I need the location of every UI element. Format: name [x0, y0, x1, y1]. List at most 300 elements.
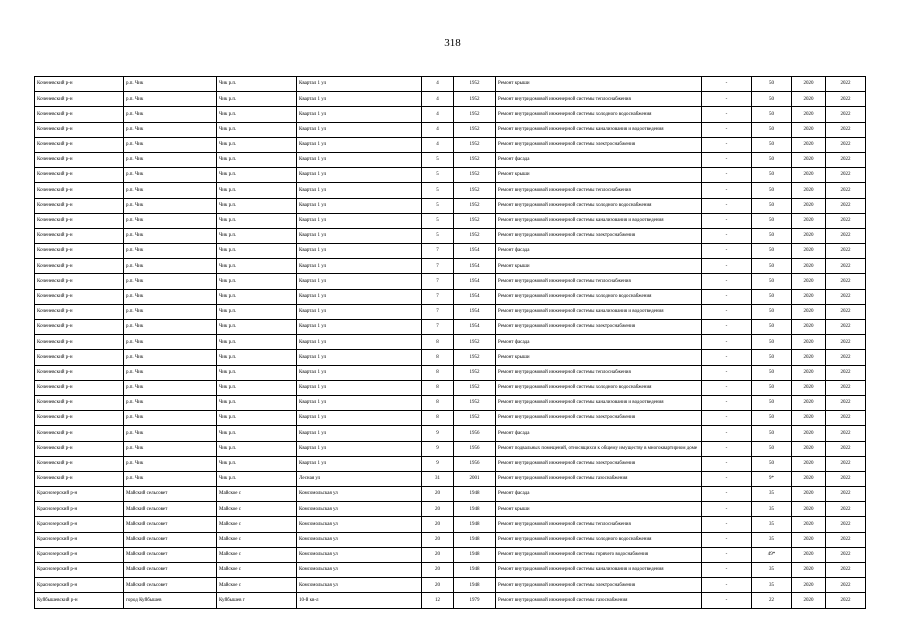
street-cell: Комсомольская ул [297, 487, 422, 502]
service-years-cell: 50 [752, 411, 792, 426]
locality-cell: Чик р.п. [217, 122, 297, 137]
service-years-cell: 50 [752, 289, 792, 304]
dash-cell: - [702, 228, 752, 243]
table-row [35, 365, 866, 380]
street-cell: Квартал 1 ул [297, 137, 422, 152]
end-year-cell: 2022 [826, 547, 866, 562]
locality-cell: Чик р.п. [217, 441, 297, 456]
dash-cell: - [702, 92, 752, 107]
end-year-cell: 2022 [826, 92, 866, 107]
start-year-cell: 2020 [792, 395, 826, 410]
work-type-cell: Ремонт крыши [496, 350, 702, 365]
dash-cell: - [702, 578, 752, 593]
dash-cell: - [702, 380, 752, 395]
dash-cell: - [702, 289, 752, 304]
start-year-cell: 2020 [792, 563, 826, 578]
locality-cell: Чик р.п. [217, 365, 297, 380]
build-year-cell: 1952 [454, 122, 496, 137]
end-year-cell: 2022 [826, 304, 866, 319]
build-year-cell: 1952 [454, 92, 496, 107]
work-type-cell: Ремонт фасада [496, 426, 702, 441]
street-cell: Квартал 1 ул [297, 183, 422, 198]
settlement-cell: р.п. Чик [124, 228, 217, 243]
street-cell: Квартал 1 ул [297, 107, 422, 122]
end-year-cell: 2022 [826, 168, 866, 183]
service-years-cell: 35 [752, 563, 792, 578]
district-cell: Коченевский р-н [35, 395, 124, 410]
start-year-cell: 2020 [792, 365, 826, 380]
house-number-cell: 20 [422, 517, 454, 532]
street-cell: Квартал 1 ул [297, 320, 422, 335]
house-number-cell: 9 [422, 456, 454, 471]
street-cell: Квартал 1 ул [297, 365, 422, 380]
settlement-cell: р.п. Чик [124, 304, 217, 319]
service-years-cell: 50 [752, 304, 792, 319]
start-year-cell: 2020 [792, 578, 826, 593]
street-cell: Квартал 1 ул [297, 411, 422, 426]
work-type-cell: Ремонт внутридомовой инженерной системы электроснабжения [496, 578, 702, 593]
dash-cell: - [702, 244, 752, 259]
work-type-cell: Ремонт фасада [496, 335, 702, 350]
work-type-cell: Ремонт подвальных помещений, относящихся к общему имуществу в многоквартирном доме [496, 441, 702, 456]
service-years-cell: 50 [752, 122, 792, 137]
district-cell: Коченевский р-н [35, 335, 124, 350]
end-year-cell: 2022 [826, 228, 866, 243]
house-number-cell: 8 [422, 411, 454, 426]
table-row [35, 563, 866, 578]
service-years-cell: 35 [752, 487, 792, 502]
dash-cell: - [702, 365, 752, 380]
table-row [35, 152, 866, 167]
dash-cell: - [702, 335, 752, 350]
dash-cell: - [702, 168, 752, 183]
district-cell: Коченевский р-н [35, 350, 124, 365]
service-years-cell: 50 [752, 335, 792, 350]
street-cell: Квартал 1 ул [297, 259, 422, 274]
end-year-cell: 2022 [826, 213, 866, 228]
work-type-cell: Ремонт внутридомовой инженерной системы холодного водоснабжения [496, 380, 702, 395]
locality-cell: Чик р.п. [217, 411, 297, 426]
district-cell: Краснозерский р-н [35, 547, 124, 562]
table-row [35, 244, 866, 259]
dash-cell: - [702, 563, 752, 578]
table-row [35, 198, 866, 213]
work-type-cell: Ремонт крыши [496, 259, 702, 274]
settlement-cell: Майский сельсовет [124, 532, 217, 547]
build-year-cell: 1948 [454, 532, 496, 547]
settlement-cell: р.п. Чик [124, 426, 217, 441]
street-cell: Квартал 1 ул [297, 350, 422, 365]
table-row [35, 107, 866, 122]
build-year-cell: 1952 [454, 137, 496, 152]
district-cell: Коченевский р-н [35, 274, 124, 289]
house-number-cell: 5 [422, 168, 454, 183]
locality-cell: Чик р.п. [217, 289, 297, 304]
street-cell: Квартал 1 ул [297, 380, 422, 395]
build-year-cell: 1948 [454, 517, 496, 532]
settlement-cell: Майский сельсовет [124, 502, 217, 517]
service-years-cell: 50 [752, 395, 792, 410]
build-year-cell: 1948 [454, 578, 496, 593]
start-year-cell: 2020 [792, 456, 826, 471]
district-cell: Коченевский р-н [35, 168, 124, 183]
start-year-cell: 2020 [792, 274, 826, 289]
service-years-cell: 50 [752, 92, 792, 107]
district-cell: Коченевский р-н [35, 137, 124, 152]
settlement-cell: Майский сельсовет [124, 563, 217, 578]
locality-cell: Майское с [217, 578, 297, 593]
street-cell: Комсомольская ул [297, 578, 422, 593]
district-cell: Коченевский р-н [35, 198, 124, 213]
dash-cell: - [702, 183, 752, 198]
house-number-cell: 4 [422, 122, 454, 137]
house-number-cell: 4 [422, 92, 454, 107]
table-row [35, 441, 866, 456]
locality-cell: Чик р.п. [217, 471, 297, 486]
locality-cell: Чик р.п. [217, 198, 297, 213]
build-year-cell: 1954 [454, 259, 496, 274]
page-number: 318 [444, 37, 461, 49]
service-years-cell: 50 [752, 228, 792, 243]
table-row [35, 532, 866, 547]
street-cell: 10-й кв-л [297, 593, 422, 608]
settlement-cell: р.п. Чик [124, 471, 217, 486]
build-year-cell: 1954 [454, 289, 496, 304]
locality-cell: Майское с [217, 517, 297, 532]
locality-cell: Чик р.п. [217, 274, 297, 289]
locality-cell: Майское с [217, 532, 297, 547]
start-year-cell: 2020 [792, 77, 826, 92]
build-year-cell: 1954 [454, 274, 496, 289]
house-number-cell: 7 [422, 304, 454, 319]
end-year-cell: 2022 [826, 502, 866, 517]
street-cell: Комсомольская ул [297, 547, 422, 562]
work-type-cell: Ремонт внутридомовой инженерной системы газоснабжения [496, 593, 702, 608]
end-year-cell: 2022 [826, 107, 866, 122]
district-cell: Коченевский р-н [35, 426, 124, 441]
house-number-cell: 8 [422, 380, 454, 395]
table-row [35, 350, 866, 365]
locality-cell: Чик р.п. [217, 259, 297, 274]
locality-cell: Чик р.п. [217, 426, 297, 441]
settlement-cell: Майский сельсовет [124, 578, 217, 593]
start-year-cell: 2020 [792, 471, 826, 486]
end-year-cell: 2022 [826, 563, 866, 578]
table-row [35, 274, 866, 289]
table-row [35, 411, 866, 426]
end-year-cell: 2022 [826, 122, 866, 137]
house-number-cell: 20 [422, 502, 454, 517]
settlement-cell: р.п. Чик [124, 152, 217, 167]
start-year-cell: 2020 [792, 213, 826, 228]
end-year-cell: 2022 [826, 289, 866, 304]
district-cell: Коченевский р-н [35, 152, 124, 167]
build-year-cell: 1952 [454, 213, 496, 228]
work-type-cell: Ремонт внутридомовой инженерной системы холодного водоснабжения [496, 198, 702, 213]
service-years-cell: 50 [752, 198, 792, 213]
settlement-cell: р.п. Чик [124, 244, 217, 259]
dash-cell: - [702, 198, 752, 213]
start-year-cell: 2020 [792, 259, 826, 274]
end-year-cell: 2022 [826, 183, 866, 198]
work-type-cell: Ремонт внутридомовой инженерной системы горячего водоснабжения [496, 547, 702, 562]
district-cell: Коченевский р-н [35, 456, 124, 471]
work-type-cell: Ремонт внутридомовой инженерной системы канализования и водоотведения [496, 122, 702, 137]
district-cell: Краснозерский р-н [35, 532, 124, 547]
end-year-cell: 2022 [826, 380, 866, 395]
locality-cell: Чик р.п. [217, 152, 297, 167]
build-year-cell: 1952 [454, 380, 496, 395]
locality-cell: Чик р.п. [217, 304, 297, 319]
work-type-cell: Ремонт внутридомовой инженерной системы теплоснабжения [496, 92, 702, 107]
end-year-cell: 2022 [826, 152, 866, 167]
district-cell: Коченевский р-н [35, 92, 124, 107]
service-years-cell: 50 [752, 152, 792, 167]
start-year-cell: 2020 [792, 547, 826, 562]
locality-cell: Куйбышев г [217, 593, 297, 608]
start-year-cell: 2020 [792, 350, 826, 365]
start-year-cell: 2020 [792, 335, 826, 350]
build-year-cell: 1952 [454, 350, 496, 365]
locality-cell: Чик р.п. [217, 168, 297, 183]
service-years-cell: 50 [752, 441, 792, 456]
start-year-cell: 2020 [792, 168, 826, 183]
district-cell: Краснозерский р-н [35, 502, 124, 517]
build-year-cell: 1956 [454, 456, 496, 471]
district-cell: Коченевский р-н [35, 259, 124, 274]
table-row [35, 426, 866, 441]
start-year-cell: 2020 [792, 502, 826, 517]
start-year-cell: 2020 [792, 593, 826, 608]
build-year-cell: 1952 [454, 411, 496, 426]
table-row [35, 471, 866, 486]
build-year-cell: 1952 [454, 365, 496, 380]
build-year-cell: 1948 [454, 487, 496, 502]
settlement-cell: р.п. Чик [124, 198, 217, 213]
dash-cell: - [702, 137, 752, 152]
locality-cell: Майское с [217, 487, 297, 502]
street-cell: Комсомольская ул [297, 563, 422, 578]
dash-cell: - [702, 395, 752, 410]
service-years-cell: 35 [752, 532, 792, 547]
end-year-cell: 2022 [826, 487, 866, 502]
start-year-cell: 2020 [792, 487, 826, 502]
settlement-cell: р.п. Чик [124, 137, 217, 152]
end-year-cell: 2022 [826, 137, 866, 152]
start-year-cell: 2020 [792, 532, 826, 547]
build-year-cell: 1956 [454, 426, 496, 441]
house-number-cell: 5 [422, 228, 454, 243]
district-cell: Коченевский р-н [35, 441, 124, 456]
table-row [35, 92, 866, 107]
end-year-cell: 2022 [826, 259, 866, 274]
settlement-cell: р.п. Чик [124, 92, 217, 107]
street-cell: Квартал 1 ул [297, 335, 422, 350]
end-year-cell: 2022 [826, 456, 866, 471]
settlement-cell: р.п. Чик [124, 168, 217, 183]
dash-cell: - [702, 122, 752, 137]
dash-cell: - [702, 441, 752, 456]
build-year-cell: 1952 [454, 335, 496, 350]
house-number-cell: 5 [422, 198, 454, 213]
service-years-cell: 50 [752, 244, 792, 259]
district-cell: Коченевский р-н [35, 380, 124, 395]
build-year-cell: 1954 [454, 244, 496, 259]
end-year-cell: 2022 [826, 471, 866, 486]
settlement-cell: р.п. Чик [124, 259, 217, 274]
district-cell: Коченевский р-н [35, 365, 124, 380]
locality-cell: Чик р.п. [217, 320, 297, 335]
work-type-cell: Ремонт внутридомовой инженерной системы холодного водоснабжения [496, 289, 702, 304]
district-cell: Коченевский р-н [35, 228, 124, 243]
settlement-cell: р.п. Чик [124, 395, 217, 410]
street-cell: Комсомольская ул [297, 532, 422, 547]
locality-cell: Чик р.п. [217, 350, 297, 365]
service-years-cell: 50 [752, 274, 792, 289]
build-year-cell: 1952 [454, 152, 496, 167]
house-number-cell: 7 [422, 320, 454, 335]
locality-cell: Чик р.п. [217, 380, 297, 395]
settlement-cell: Майский сельсовет [124, 517, 217, 532]
street-cell: Квартал 1 ул [297, 244, 422, 259]
table-row [35, 487, 866, 502]
end-year-cell: 2022 [826, 198, 866, 213]
house-number-cell: 4 [422, 77, 454, 92]
start-year-cell: 2020 [792, 441, 826, 456]
work-type-cell: Ремонт внутридомовой инженерной системы холодного водоснабжения [496, 532, 702, 547]
dash-cell: - [702, 350, 752, 365]
house-number-cell: 4 [422, 107, 454, 122]
dash-cell: - [702, 593, 752, 608]
district-cell: Коченевский р-н [35, 213, 124, 228]
street-cell: Комсомольская ул [297, 502, 422, 517]
locality-cell: Чик р.п. [217, 92, 297, 107]
start-year-cell: 2020 [792, 304, 826, 319]
house-number-cell: 5 [422, 213, 454, 228]
dash-cell: - [702, 411, 752, 426]
build-year-cell: 1948 [454, 563, 496, 578]
settlement-cell: Майский сельсовет [124, 487, 217, 502]
settlement-cell: р.п. Чик [124, 213, 217, 228]
service-years-cell: 35 [752, 578, 792, 593]
dash-cell: - [702, 304, 752, 319]
house-number-cell: 9 [422, 426, 454, 441]
locality-cell: Майское с [217, 502, 297, 517]
table-row [35, 320, 866, 335]
settlement-cell: р.п. Чик [124, 107, 217, 122]
service-years-cell: 50 [752, 77, 792, 92]
settlement-cell: р.п. Чик [124, 183, 217, 198]
settlement-cell: р.п. Чик [124, 274, 217, 289]
house-number-cell: 31 [422, 471, 454, 486]
end-year-cell: 2022 [826, 320, 866, 335]
end-year-cell: 2022 [826, 395, 866, 410]
end-year-cell: 2022 [826, 517, 866, 532]
settlement-cell: р.п. Чик [124, 320, 217, 335]
build-year-cell: 1952 [454, 77, 496, 92]
build-year-cell: 1952 [454, 395, 496, 410]
table-row [35, 77, 866, 92]
start-year-cell: 2020 [792, 289, 826, 304]
street-cell: Квартал 1 ул [297, 395, 422, 410]
settlement-cell: р.п. Чик [124, 289, 217, 304]
work-type-cell: Ремонт внутридомовой инженерной системы теплоснабжения [496, 517, 702, 532]
street-cell: Квартал 1 ул [297, 168, 422, 183]
dash-cell: - [702, 107, 752, 122]
settlement-cell: Майский сельсовет [124, 547, 217, 562]
build-year-cell: 1952 [454, 168, 496, 183]
house-number-cell: 5 [422, 152, 454, 167]
table-row [35, 380, 866, 395]
build-year-cell: 1948 [454, 547, 496, 562]
start-year-cell: 2020 [792, 320, 826, 335]
street-cell: Квартал 1 ул [297, 441, 422, 456]
end-year-cell: 2022 [826, 274, 866, 289]
service-years-cell: 50 [752, 259, 792, 274]
start-year-cell: 2020 [792, 92, 826, 107]
build-year-cell: 1954 [454, 304, 496, 319]
settlement-cell: р.п. Чик [124, 365, 217, 380]
work-type-cell: Ремонт крыши [496, 502, 702, 517]
house-number-cell: 20 [422, 532, 454, 547]
street-cell: Квартал 1 ул [297, 152, 422, 167]
work-type-cell: Ремонт внутридомовой инженерной системы электроснабжения [496, 228, 702, 243]
district-cell: Краснозерский р-н [35, 563, 124, 578]
dash-cell: - [702, 471, 752, 486]
build-year-cell: 1952 [454, 228, 496, 243]
district-cell: Коченевский р-н [35, 107, 124, 122]
work-type-cell: Ремонт фасада [496, 244, 702, 259]
service-years-cell: 50 [752, 183, 792, 198]
table-row [35, 395, 866, 410]
district-cell: Краснозерский р-н [35, 517, 124, 532]
table-row [35, 593, 866, 608]
district-cell: Коченевский р-н [35, 411, 124, 426]
table-row [35, 289, 866, 304]
service-years-cell: 50 [752, 365, 792, 380]
house-number-cell: 20 [422, 547, 454, 562]
table-row [35, 213, 866, 228]
work-type-cell: Ремонт внутридомовой инженерной системы электроснабжения [496, 137, 702, 152]
table-row [35, 168, 866, 183]
locality-cell: Чик р.п. [217, 137, 297, 152]
build-year-cell: 1956 [454, 441, 496, 456]
service-years-cell: 49* [752, 547, 792, 562]
settlement-cell: р.п. Чик [124, 77, 217, 92]
dash-cell: - [702, 532, 752, 547]
table-row [35, 547, 866, 562]
street-cell: Квартал 1 ул [297, 92, 422, 107]
start-year-cell: 2020 [792, 122, 826, 137]
street-cell: Квартал 1 ул [297, 304, 422, 319]
work-type-cell: Ремонт внутридомовой инженерной системы теплоснабжения [496, 183, 702, 198]
build-year-cell: 2001 [454, 471, 496, 486]
table-row [35, 122, 866, 137]
end-year-cell: 2022 [826, 441, 866, 456]
table-row [35, 578, 866, 593]
street-cell: Квартал 1 ул [297, 122, 422, 137]
end-year-cell: 2022 [826, 335, 866, 350]
locality-cell: Чик р.п. [217, 395, 297, 410]
work-type-cell: Ремонт внутридомовой инженерной системы электроснабжения [496, 456, 702, 471]
end-year-cell: 2022 [826, 593, 866, 608]
house-number-cell: 8 [422, 335, 454, 350]
start-year-cell: 2020 [792, 517, 826, 532]
table-row [35, 517, 866, 532]
capital-repair-table [34, 76, 866, 609]
table-row [35, 228, 866, 243]
work-type-cell: Ремонт внутридомовой инженерной системы электроснабжения [496, 411, 702, 426]
